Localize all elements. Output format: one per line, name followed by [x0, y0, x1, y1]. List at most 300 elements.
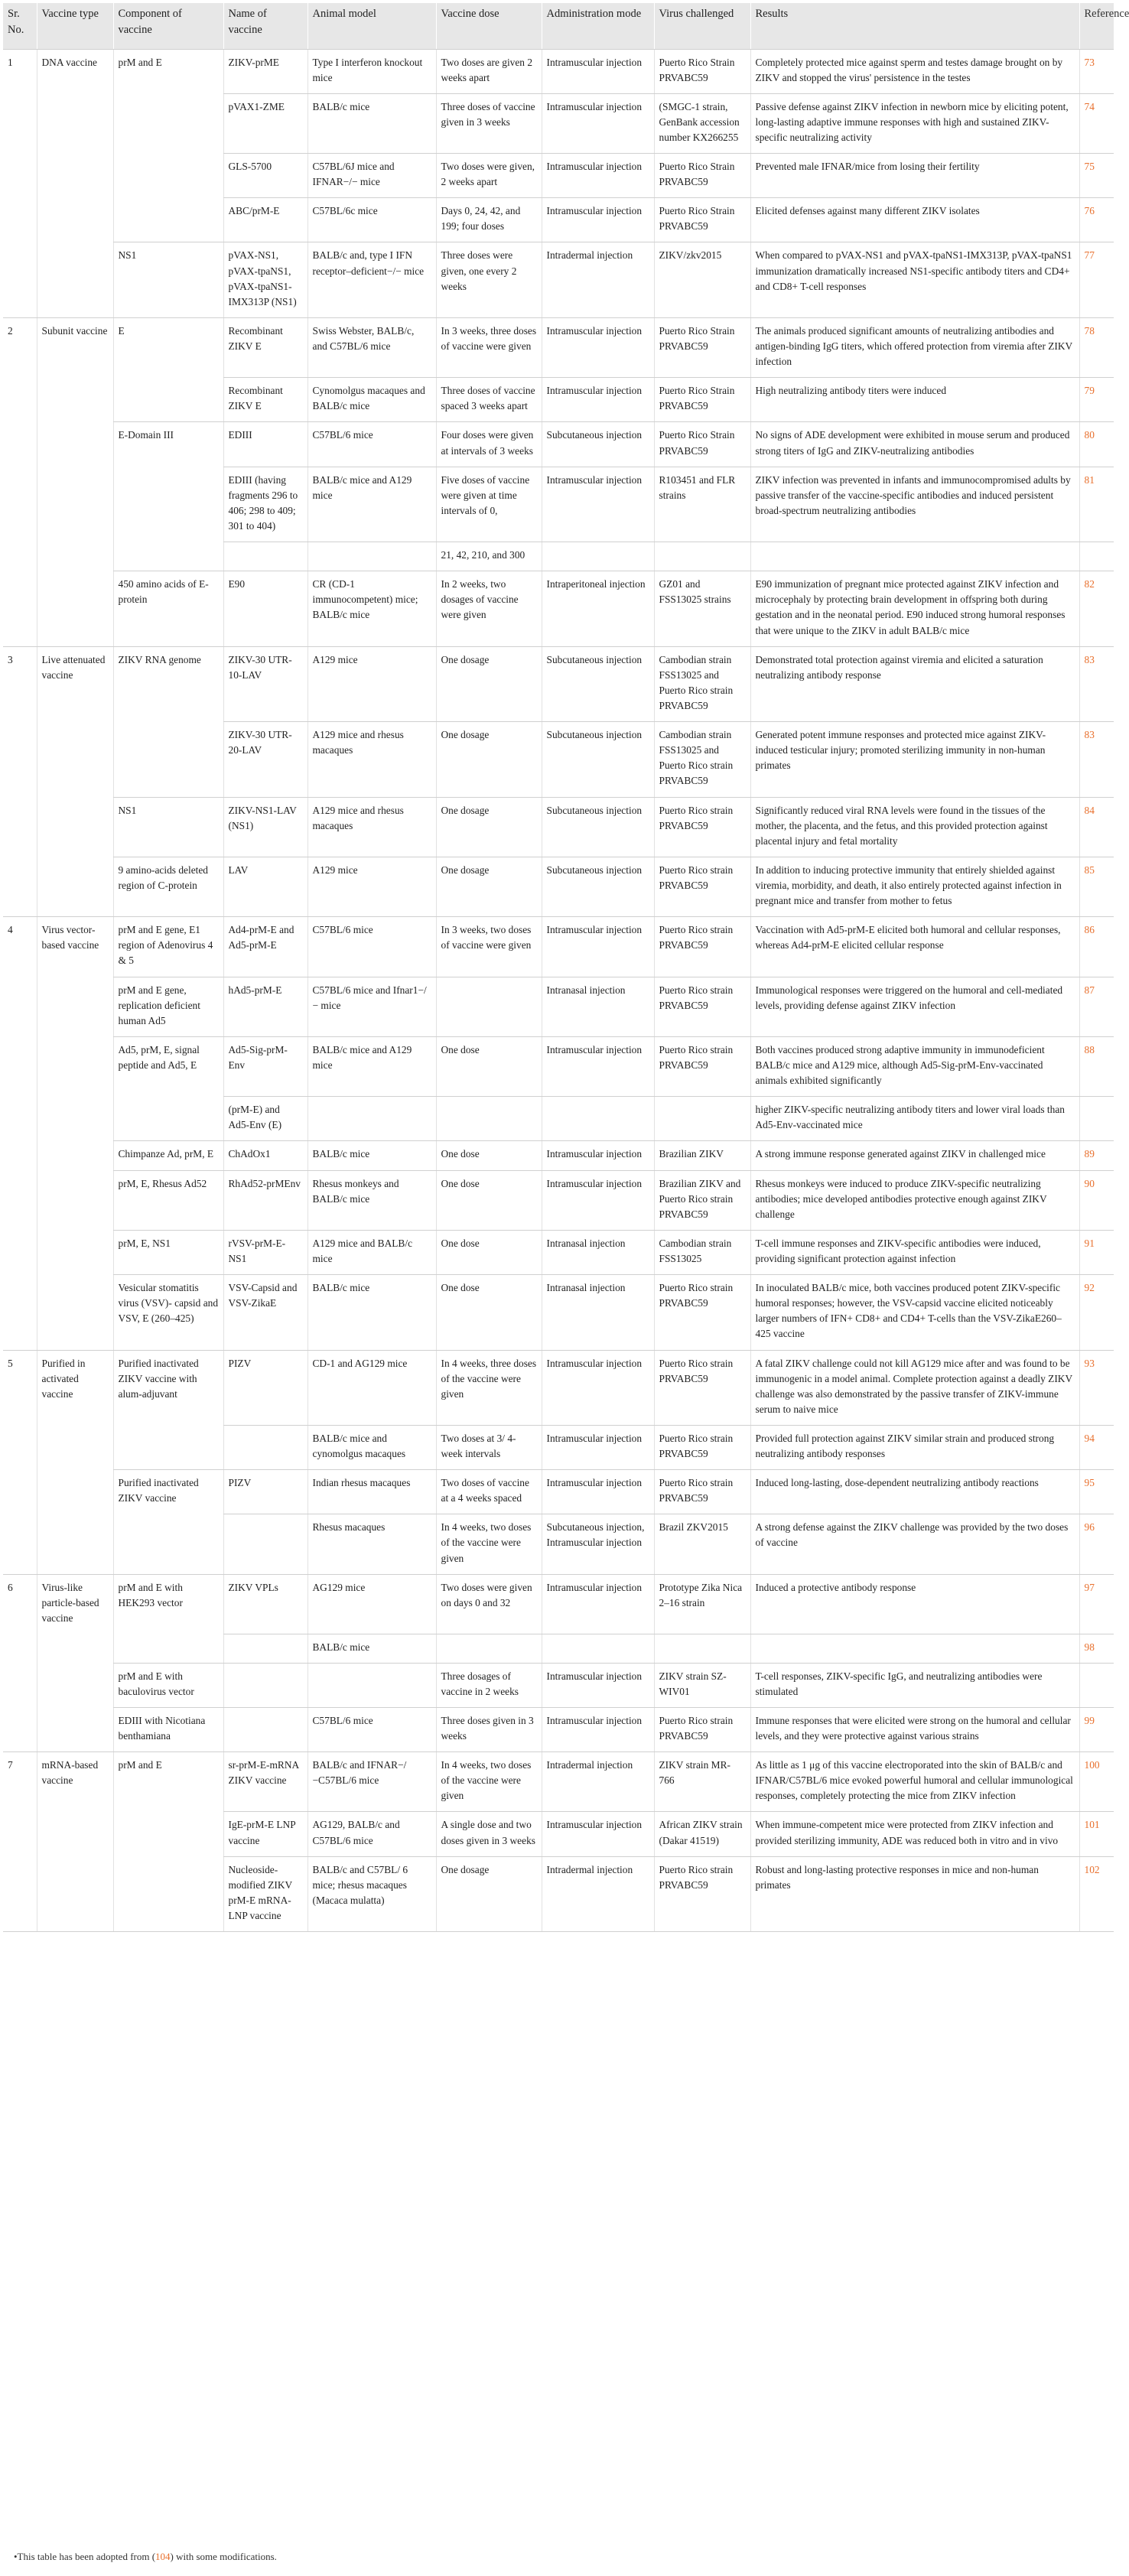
- animal-model-cell: A129 mice: [307, 646, 436, 721]
- component-cell: Chimpanze Ad, prM, E: [113, 1141, 223, 1170]
- reference-link[interactable]: 95: [1079, 1470, 1114, 1514]
- vaccine-type-cell: mRNA-based vaccine: [37, 1752, 113, 1812]
- vaccine-dose-cell: One dose: [436, 1036, 542, 1096]
- component-cell: prM, E, Rhesus Ad52: [113, 1170, 223, 1230]
- table-row: [3, 977, 1114, 1036]
- virus-challenged-cell: (SMGC-1 strain, GenBank accession number KX266255: [654, 93, 750, 153]
- reference-link[interactable]: 76: [1079, 198, 1114, 242]
- vaccine-name-cell: ZIKV-NS1-LAV (NS1): [223, 797, 307, 857]
- administration-mode-cell: Intramuscular injection: [542, 1350, 654, 1425]
- administration-mode-cell: Subcutaneous injection: [542, 722, 654, 797]
- vaccine-type-cell: [37, 857, 113, 916]
- virus-challenged-cell: [654, 1097, 750, 1141]
- virus-challenged-cell: Brazilian ZIKV: [654, 1141, 750, 1170]
- component-cell: [113, 467, 223, 542]
- component-cell: E-Domain III: [113, 422, 223, 467]
- vaccine-name-cell: ChAdOx1: [223, 1141, 307, 1170]
- administration-mode-cell: Intramuscular injection: [542, 317, 654, 377]
- header-vaccine-dose: Vaccine dose: [436, 3, 542, 49]
- vaccine-dose-cell: Four doses were given at intervals of 3 weeks: [436, 422, 542, 467]
- administration-mode-cell: Subcutaneous injection, Intramuscular injection: [542, 1514, 654, 1574]
- results-cell: Robust and long-lasting protective responses in mice and non-human primates: [750, 1856, 1079, 1931]
- sr-no-cell: [3, 1036, 37, 1096]
- vaccine-type-cell: [37, 1170, 113, 1230]
- component-cell: [113, 1425, 223, 1469]
- table-row: [3, 1097, 1114, 1141]
- vaccine-name-cell: rVSV-prM-E-NS1: [223, 1230, 307, 1274]
- sr-no-cell: [3, 542, 37, 571]
- vaccine-dose-cell: Three dosages of vaccine in 2 weeks: [436, 1663, 542, 1707]
- reference-link[interactable]: 96: [1079, 1514, 1114, 1574]
- vaccine-name-cell: EDIII: [223, 422, 307, 467]
- vaccine-type-cell: [37, 1634, 113, 1663]
- table-row: [3, 467, 1114, 542]
- administration-mode-cell: Intramuscular injection: [542, 1170, 654, 1230]
- sr-no-cell: [3, 1514, 37, 1574]
- virus-challenged-cell: Puerto Rico strain PRVABC59: [654, 857, 750, 916]
- table-row: [3, 1812, 1114, 1856]
- sr-no-cell: 3: [8, 653, 13, 665]
- administration-mode-cell: [542, 1634, 654, 1663]
- table-row: [3, 1634, 1114, 1663]
- vaccine-type-cell: [37, 467, 113, 542]
- virus-challenged-cell: Puerto Rico Strain PRVABC59: [654, 154, 750, 198]
- vaccine-type-cell: [37, 198, 113, 242]
- header-vaccine-type: Vaccine type: [37, 3, 113, 49]
- reference-link[interactable]: 80: [1079, 422, 1114, 467]
- component-cell: [113, 1097, 223, 1141]
- vaccine-type-cell: [37, 722, 113, 797]
- animal-model-cell: BALB/c mice and A129 mice: [307, 1036, 436, 1096]
- results-cell: Prevented male IFNAR/mice from losing their fertility: [750, 154, 1079, 198]
- vaccine-name-cell: [223, 1707, 307, 1751]
- reference-link[interactable]: 90: [1079, 1170, 1114, 1230]
- animal-model-cell: BALB/c mice and A129 mice: [307, 467, 436, 542]
- administration-mode-cell: Intramuscular injection: [542, 378, 654, 422]
- vaccine-type-cell: Purified in activated vaccine: [37, 1350, 113, 1425]
- vaccine-type-cell: [37, 1275, 113, 1350]
- vaccine-dose-cell: Two doses are given 2 weeks apart: [436, 49, 542, 93]
- table-row: [3, 1036, 1114, 1096]
- vaccine-type-cell: [37, 1036, 113, 1096]
- animal-model-cell: BALB/c and IFNAR−/−C57BL/6 mice: [307, 1752, 436, 1812]
- results-cell: Elicited defenses against many different ZIKV isolates: [750, 198, 1079, 242]
- component-cell: [113, 198, 223, 242]
- sr-no-cell: [3, 1856, 37, 1931]
- vaccine-name-cell: Ad5-Sig-prM-Env: [223, 1036, 307, 1096]
- sr-no-cell: 2: [8, 324, 13, 337]
- vaccine-name-cell: [223, 542, 307, 571]
- virus-challenged-cell: R103451 and FLR strains: [654, 467, 750, 542]
- administration-mode-cell: Intradermal injection: [542, 242, 654, 317]
- table-row: [3, 1514, 1114, 1574]
- administration-mode-cell: Intramuscular injection: [542, 1812, 654, 1856]
- component-cell: NS1: [113, 242, 223, 317]
- sr-no-cell: [3, 797, 37, 857]
- component-cell: prM and E with baculovirus vector: [113, 1663, 223, 1707]
- administration-mode-cell: Intramuscular injection: [542, 49, 654, 93]
- sr-no-cell: [3, 857, 37, 916]
- vaccine-dose-cell: Three doses of vaccine given in 3 weeks: [436, 93, 542, 153]
- vaccine-name-cell: LAV: [223, 857, 307, 916]
- vaccine-dose-cell: Five doses of vaccine were given at time intervals of 0,: [436, 467, 542, 542]
- reference-link[interactable]: 83: [1079, 646, 1114, 721]
- results-cell: Immune responses that were elicited were strong on the humoral and cellular levels, and they were protective against various strains: [750, 1707, 1079, 1751]
- component-cell: NS1: [113, 797, 223, 857]
- animal-model-cell: BALB/c mice: [307, 1634, 436, 1663]
- results-cell: A strong immune response generated against ZIKV in challenged mice: [750, 1141, 1079, 1170]
- table-body: [3, 49, 1114, 1932]
- administration-mode-cell: [542, 1097, 654, 1141]
- reference-link[interactable]: 88: [1079, 1036, 1114, 1096]
- administration-mode-cell: Intraperitoneal injection: [542, 571, 654, 646]
- header-sr-no: Sr. No.: [3, 3, 37, 49]
- results-cell: Rhesus monkeys were induced to produce ZIKV-specific neutralizing antibodies; mice developed antibodies protective enough against ZIKV challenge: [750, 1170, 1079, 1230]
- reference-link[interactable]: 78: [1079, 317, 1114, 377]
- results-cell: higher ZIKV-specific neutralizing antibody titers and lower viral loads than Ad5-Env-vaccinated mice: [750, 1097, 1079, 1141]
- reference-link[interactable]: [1079, 1097, 1114, 1141]
- vaccine-name-cell: RhAd52-prMEnv: [223, 1170, 307, 1230]
- virus-challenged-cell: Puerto Rico strain PRVABC59: [654, 1036, 750, 1096]
- animal-model-cell: A129 mice: [307, 857, 436, 916]
- component-cell: [113, 722, 223, 797]
- virus-challenged-cell: Brazilian ZIKV and Puerto Rico strain PRVABC59: [654, 1170, 750, 1230]
- table-row: [3, 1425, 1114, 1469]
- sr-no-cell: [3, 467, 37, 542]
- vaccine-type-cell: [37, 1812, 113, 1856]
- vaccine-type-cell: [37, 977, 113, 1036]
- reference-link[interactable]: 91: [1079, 1230, 1114, 1274]
- administration-mode-cell: Intramuscular injection: [542, 1425, 654, 1469]
- sr-no-cell: [3, 93, 37, 153]
- results-cell: [750, 1634, 1079, 1663]
- vaccine-name-cell: VSV-Capsid and VSV-ZikaE: [223, 1275, 307, 1350]
- reference-link[interactable]: 87: [1079, 977, 1114, 1036]
- administration-mode-cell: Intramuscular injection: [542, 1663, 654, 1707]
- virus-challenged-cell: [654, 1634, 750, 1663]
- reference-link[interactable]: 98: [1079, 1634, 1114, 1663]
- table-row: [3, 242, 1114, 317]
- vaccine-name-cell: PIZV: [223, 1470, 307, 1514]
- component-cell: [113, 1856, 223, 1931]
- animal-model-cell: BALB/c mice: [307, 93, 436, 153]
- header-results: Results: [750, 3, 1079, 49]
- table-row: [3, 542, 1114, 571]
- vaccine-type-cell: Virus-like particle-based vaccine: [37, 1574, 113, 1634]
- reference-link[interactable]: 74: [1079, 93, 1114, 153]
- animal-model-cell: C57BL/6 mice: [307, 422, 436, 467]
- reference-link[interactable]: 79: [1079, 378, 1114, 422]
- vaccine-name-cell: PIZV: [223, 1350, 307, 1425]
- virus-challenged-cell: ZIKV/zkv2015: [654, 242, 750, 317]
- vaccine-name-cell: [223, 1663, 307, 1707]
- animal-model-cell: Type I interferon knockout mice: [307, 49, 436, 93]
- footnote-suffix: ) with some modifications.: [170, 2551, 277, 2562]
- component-cell: [113, 1514, 223, 1574]
- table-row: [3, 1275, 1114, 1350]
- vaccine-dose-cell: One dosage: [436, 1856, 542, 1931]
- header-component: Component of vaccine: [113, 3, 223, 49]
- table-row: [3, 154, 1114, 198]
- vaccine-dose-cell: One dose: [436, 1170, 542, 1230]
- vaccine-type-cell: DNA vaccine: [37, 49, 113, 93]
- vaccine-name-cell: sr-prM-E-mRNA ZIKV vaccine: [223, 1752, 307, 1812]
- administration-mode-cell: [542, 542, 654, 571]
- animal-model-cell: BALB/c and, type I IFN receptor–deficient−/− mice: [307, 242, 436, 317]
- sr-no-cell: 6: [8, 1581, 13, 1593]
- administration-mode-cell: Intramuscular injection: [542, 1470, 654, 1514]
- vaccine-dose-cell: In 4 weeks, two doses of the vaccine were given: [436, 1514, 542, 1574]
- virus-challenged-cell: Puerto Rico strain PRVABC59: [654, 1425, 750, 1469]
- administration-mode-cell: Intramuscular injection: [542, 467, 654, 542]
- vaccine-type-cell: [37, 378, 113, 422]
- results-cell: Passive defense against ZIKV infection in newborn mice by eliciting potent, long-lasting adaptive immune responses with high and sustained ZIKV-specific neutralizing activity: [750, 93, 1079, 153]
- table-row: [3, 857, 1114, 916]
- component-cell: prM and E: [113, 49, 223, 93]
- virus-challenged-cell: Puerto Rico strain PRVABC59: [654, 1275, 750, 1350]
- results-cell: Completely protected mice against sperm and testes damage brought on by ZIKV and stopped the virus' persistence in the testes: [750, 49, 1079, 93]
- vaccine-name-cell: E90: [223, 571, 307, 646]
- results-cell: High neutralizing antibody titers were induced: [750, 378, 1079, 422]
- reference-link[interactable]: 102: [1079, 1856, 1114, 1931]
- results-cell: Provided full protection against ZIKV similar strain and produced strong neutralizing antibody responses: [750, 1425, 1079, 1469]
- results-cell: In addition to inducing protective immunity that entirely shielded against viremia, morbidity, and death, it also entirely protected against infection in pregnant mice and transfer from mother to fetus: [750, 857, 1079, 916]
- results-cell: No signs of ADE development were exhibited in mouse serum and produced strong titers of IgG and ZIKV-neutralizing antibodies: [750, 422, 1079, 467]
- header-virus-challenged: Virus challenged: [654, 3, 750, 49]
- administration-mode-cell: Intramuscular injection: [542, 917, 654, 977]
- vaccine-dose-cell: Three doses of vaccine spaced 3 weeks apart: [436, 378, 542, 422]
- results-cell: Induced long-lasting, dose-dependent neutralizing antibody reactions: [750, 1470, 1079, 1514]
- results-cell: Demonstrated total protection against viremia and elicited a saturation neutralizing antibody response: [750, 646, 1079, 721]
- vaccine-name-cell: GLS-5700: [223, 154, 307, 198]
- results-cell: Both vaccines produced strong adaptive immunity in immunodeficient BALB/c mice and A129 mice, although Ad5-Sig-prM-Env-vaccinated animals exhibited significantly: [750, 1036, 1079, 1096]
- header-vaccine-name: Name of vaccine: [223, 3, 307, 49]
- header-administration-mode: Administration mode: [542, 3, 654, 49]
- vaccine-dose-cell: [436, 1634, 542, 1663]
- results-cell: Generated potent immune responses and protected mice against ZIKV-induced testicular injury; promoted sterilizing immunity in non-human primates: [750, 722, 1079, 797]
- results-cell: Vaccination with Ad5-prM-E elicited both humoral and cellular responses, whereas Ad4-prM-E elicited cellular response: [750, 917, 1079, 977]
- virus-challenged-cell: ZIKV strain MR-766: [654, 1752, 750, 1812]
- animal-model-cell: A129 mice and BALB/c mice: [307, 1230, 436, 1274]
- sr-no-cell: [3, 154, 37, 198]
- results-cell: A strong defense against the ZIKV challenge was provided by the two doses of vaccine: [750, 1514, 1079, 1574]
- vaccine-type-cell: [37, 1514, 113, 1574]
- table-row: [3, 917, 1114, 977]
- vaccine-dose-cell: 21, 42, 210, and 300: [436, 542, 542, 571]
- vaccine-type-cell: [37, 571, 113, 646]
- animal-model-cell: C57BL/6 mice: [307, 917, 436, 977]
- sr-no-cell: [3, 1634, 37, 1663]
- component-cell: [113, 542, 223, 571]
- component-cell: ZIKV RNA genome: [113, 646, 223, 721]
- vaccine-dose-cell: A single dose and two doses given in 3 weeks: [436, 1812, 542, 1856]
- vaccine-name-cell: hAd5-prM-E: [223, 977, 307, 1036]
- table-row: [3, 1230, 1114, 1274]
- reference-link[interactable]: 101: [1079, 1812, 1114, 1856]
- table-row: [3, 1170, 1114, 1230]
- component-cell: prM and E: [113, 1752, 223, 1812]
- reference-link[interactable]: 92: [1079, 1275, 1114, 1350]
- reference-link[interactable]: 93: [1079, 1350, 1114, 1425]
- results-cell: In inoculated BALB/c mice, both vaccines produced potent ZIKV-specific humoral responses; however, the VSV-capsid vaccine elicited noticeably larger numbers of IFN+ CD8+ and CD4+ T-cells than the VSV-ZikaE260–425 vaccine: [750, 1275, 1079, 1350]
- results-cell: When immune-competent mice were protected from ZIKV infection and provided sterilizing immunity, ADE was reduced both in vitro and in vivo: [750, 1812, 1079, 1856]
- sr-no-cell: [3, 1141, 37, 1170]
- vaccine-name-cell: ZIKV-30 UTR-10-LAV: [223, 646, 307, 721]
- virus-challenged-cell: Puerto Rico strain PRVABC59: [654, 1856, 750, 1931]
- vaccine-name-cell: (prM-E) and Ad5-Env (E): [223, 1097, 307, 1141]
- vaccine-table: [3, 3, 1129, 1932]
- vaccine-type-cell: [37, 93, 113, 153]
- table-row: [3, 93, 1114, 153]
- vaccine-type-cell: [37, 1470, 113, 1514]
- vaccine-type-cell: [37, 242, 113, 317]
- virus-challenged-cell: Puerto Rico Strain PRVABC59: [654, 422, 750, 467]
- animal-model-cell: Rhesus macaques: [307, 1514, 436, 1574]
- reference-link[interactable]: 75: [1079, 154, 1114, 198]
- sr-no-cell: [3, 1707, 37, 1751]
- reference-link[interactable]: 97: [1079, 1574, 1114, 1634]
- results-cell: [750, 542, 1079, 571]
- reference-link[interactable]: 83: [1079, 722, 1114, 797]
- virus-challenged-cell: Prototype Zika Nica 2–16 strain: [654, 1574, 750, 1634]
- vaccine-dose-cell: One dosage: [436, 857, 542, 916]
- vaccine-name-cell: IgE-prM-E LNP vaccine: [223, 1812, 307, 1856]
- administration-mode-cell: Subcutaneous injection: [542, 857, 654, 916]
- animal-model-cell: CD-1 and AG129 mice: [307, 1350, 436, 1425]
- table-row: [3, 317, 1114, 377]
- virus-challenged-cell: [654, 542, 750, 571]
- header-animal-model: Animal model: [307, 3, 436, 49]
- vaccine-name-cell: ZIKV VPLs: [223, 1574, 307, 1634]
- administration-mode-cell: Intramuscular injection: [542, 1574, 654, 1634]
- virus-challenged-cell: Puerto Rico strain PRVABC59: [654, 917, 750, 977]
- component-cell: [113, 378, 223, 422]
- reference-link[interactable]: 89: [1079, 1141, 1114, 1170]
- virus-challenged-cell: Puerto Rico strain PRVABC59: [654, 1350, 750, 1425]
- animal-model-cell: BALB/c mice: [307, 1275, 436, 1350]
- vaccine-dose-cell: One dose: [436, 1141, 542, 1170]
- reference-link[interactable]: 99: [1079, 1707, 1114, 1751]
- results-cell: ZIKV infection was prevented in infants and immunocompromised adults by passive transfer of the vaccine-specific antibodies and induced persistent broad-spectrum neutralizing antibodies: [750, 467, 1079, 542]
- administration-mode-cell: Intramuscular injection: [542, 1036, 654, 1096]
- vaccine-name-cell: [223, 1634, 307, 1663]
- reference-link[interactable]: 84: [1079, 797, 1114, 857]
- vaccine-type-cell: [37, 1707, 113, 1751]
- sr-no-cell: 7: [8, 1759, 13, 1771]
- vaccine-dose-cell: One dosage: [436, 722, 542, 797]
- reference-link[interactable]: [1079, 542, 1114, 571]
- animal-model-cell: C57BL/6 mice and Ifnar1−/− mice: [307, 977, 436, 1036]
- sr-no-cell: [3, 1425, 37, 1469]
- virus-challenged-cell: African ZIKV strain (Dakar 41519): [654, 1812, 750, 1856]
- animal-model-cell: BALB/c and C57BL/ 6 mice; rhesus macaques (Macaca mulatta): [307, 1856, 436, 1931]
- vaccine-type-cell: [37, 1097, 113, 1141]
- animal-model-cell: CR (CD-1 immunocompetent) mice; BALB/c mice: [307, 571, 436, 646]
- vaccine-dose-cell: [436, 1097, 542, 1141]
- table-row: [3, 1707, 1114, 1751]
- animal-model-cell: A129 mice and rhesus macaques: [307, 722, 436, 797]
- administration-mode-cell: Intradermal injection: [542, 1856, 654, 1931]
- footnote-reference-link[interactable]: 104: [155, 2551, 171, 2562]
- administration-mode-cell: Intranasal injection: [542, 977, 654, 1036]
- administration-mode-cell: Intranasal injection: [542, 1230, 654, 1274]
- component-cell: [113, 93, 223, 153]
- vaccine-dose-cell: In 3 weeks, three doses of vaccine were given: [436, 317, 542, 377]
- administration-mode-cell: Intramuscular injection: [542, 154, 654, 198]
- table-row: [3, 646, 1114, 721]
- component-cell: 450 amino acids of E-protein: [113, 571, 223, 646]
- sr-no-cell: [3, 1812, 37, 1856]
- vaccine-name-cell: pVAX-NS1, pVAX-tpaNS1, pVAX-tpaNS1-IMX313P (NS1): [223, 242, 307, 317]
- component-cell: Ad5, prM, E, signal peptide and Ad5, E: [113, 1036, 223, 1096]
- results-cell: The animals produced significant amounts of neutralizing antibodies and antigen-binding IgG titers, which offered protection from viremia after ZIKV infection: [750, 317, 1079, 377]
- reference-link[interactable]: 73: [1079, 49, 1114, 93]
- sr-no-cell: [3, 977, 37, 1036]
- component-cell: prM, E, NS1: [113, 1230, 223, 1274]
- vaccine-name-cell: Recombinant ZIKV E: [223, 317, 307, 377]
- administration-mode-cell: Subcutaneous injection: [542, 797, 654, 857]
- vaccine-name-cell: ABC/prM-E: [223, 198, 307, 242]
- table-row: [3, 1350, 1114, 1425]
- vaccine-name-cell: [223, 1425, 307, 1469]
- reference-link[interactable]: 82: [1079, 571, 1114, 646]
- sr-no-cell: 1: [8, 56, 13, 68]
- animal-model-cell: AG129 mice: [307, 1574, 436, 1634]
- results-cell: Induced a protective antibody response: [750, 1574, 1079, 1634]
- vaccine-name-cell: Ad4-prM-E and Ad5-prM-E: [223, 917, 307, 977]
- results-cell: T-cell responses, ZIKV-specific IgG, and neutralizing antibodies were stimulated: [750, 1663, 1079, 1707]
- sr-no-cell: [3, 1170, 37, 1230]
- vaccine-dose-cell: One dosage: [436, 797, 542, 857]
- table-row: [3, 797, 1114, 857]
- reference-link[interactable]: 86: [1079, 917, 1114, 977]
- reference-link[interactable]: 94: [1079, 1425, 1114, 1469]
- component-cell: 9 amino-acids deleted region of C-protein: [113, 857, 223, 916]
- vaccine-dose-cell: In 4 weeks, three doses of the vaccine were given: [436, 1350, 542, 1425]
- component-cell: Purified inactivated ZIKV vaccine: [113, 1470, 223, 1514]
- vaccine-dose-cell: In 2 weeks, two dosages of vaccine were given: [436, 571, 542, 646]
- virus-challenged-cell: Puerto Rico Strain PRVABC59: [654, 49, 750, 93]
- virus-challenged-cell: Puerto Rico Strain PRVABC59: [654, 317, 750, 377]
- sr-no-cell: [3, 722, 37, 797]
- reference-link[interactable]: 85: [1079, 857, 1114, 916]
- table-footnote: [14, 2551, 277, 2563]
- table-row: [3, 1663, 1114, 1707]
- table-row: [3, 198, 1114, 242]
- vaccine-dose-cell: Three doses given in 3 weeks: [436, 1707, 542, 1751]
- component-cell: prM and E gene, E1 region of Adenovirus 4 & 5: [113, 917, 223, 977]
- table-row: [3, 1856, 1114, 1931]
- vaccine-type-cell: [37, 1141, 113, 1170]
- administration-mode-cell: Intramuscular injection: [542, 1141, 654, 1170]
- animal-model-cell: C57BL/6 mice: [307, 1707, 436, 1751]
- reference-link[interactable]: 77: [1079, 242, 1114, 317]
- component-cell: Purified inactivated ZIKV vaccine with alum-adjuvant: [113, 1350, 223, 1425]
- sr-no-cell: [3, 1470, 37, 1514]
- vaccine-type-cell: Live attenuated vaccine: [37, 646, 113, 721]
- animal-model-cell: Swiss Webster, BALB/c, and C57BL/6 mice: [307, 317, 436, 377]
- component-cell: EDIII with Nicotiana benthamiana: [113, 1707, 223, 1751]
- animal-model-cell: Cynomolgus macaques and BALB/c mice: [307, 378, 436, 422]
- results-cell: A fatal ZIKV challenge could not kill AG129 mice after and was found to be immunogenic in a model animal. Complete protection against a deadly ZIKV challenge was also demonstrated by the passive transfer of ZIKV-immune serum to naive mice: [750, 1350, 1079, 1425]
- results-cell: Immunological responses were triggered on the humoral and cell-mediated levels, providing defense against ZIKV infection: [750, 977, 1079, 1036]
- reference-link[interactable]: 100: [1079, 1752, 1114, 1812]
- reference-link[interactable]: [1079, 1663, 1114, 1707]
- reference-link[interactable]: 81: [1079, 467, 1114, 542]
- table-row: [3, 1574, 1114, 1634]
- sr-no-cell: [3, 571, 37, 646]
- administration-mode-cell: Intramuscular injection: [542, 198, 654, 242]
